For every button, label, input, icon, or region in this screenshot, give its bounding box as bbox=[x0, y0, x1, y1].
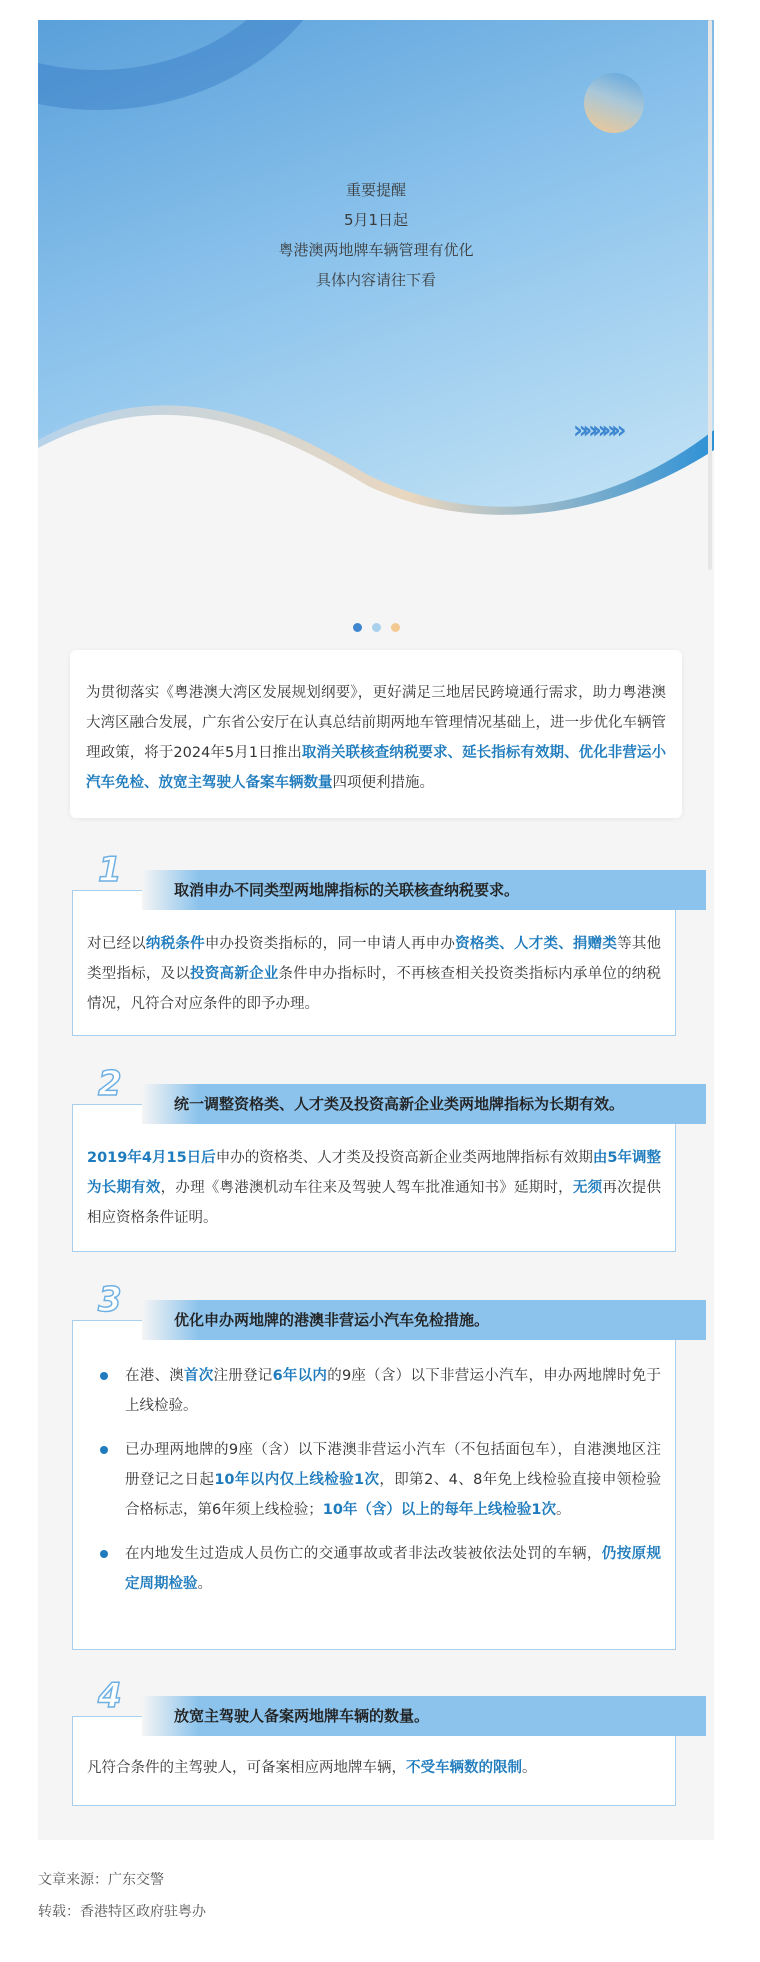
carousel-dot-3[interactable] bbox=[391, 623, 400, 632]
banner-line-2: 5月1日起 bbox=[343, 211, 409, 229]
chevron-arrows-icon: »»»»» bbox=[573, 416, 621, 444]
intro-card bbox=[70, 650, 682, 818]
section-2-number: 2 bbox=[98, 1064, 122, 1104]
scrollbar-track[interactable] bbox=[708, 20, 712, 570]
header-banner bbox=[38, 20, 714, 530]
section-3-bullet-3: 在内地发生过造成人员伤亡的交通事故或者非法改装被依法处罚的车辆，仍按原规定周期检验。 bbox=[87, 1539, 661, 1599]
article-footer bbox=[38, 1864, 206, 1928]
carousel-dot-2[interactable] bbox=[372, 623, 381, 632]
section-3-number: 3 bbox=[98, 1280, 122, 1320]
section-3-bullet-2: 已办理两地牌的9座（含）以下港澳非营运小汽车（不包括面包车），自港澳地区注册登记之日起10年以内仅上线检验1次，即第2、4、8年免上线检验直接申领检验合格标志，第6年须上线检验；10年（含）以上的每年上线检验1次。 bbox=[87, 1435, 661, 1525]
intro-text: 为贯彻落实《粤港澳大湾区发展规划纲要》，更好满足三地居民跨境通行需求，助力粤港澳大湾区融合发展，广东省公安厅在认真总结前期两地车管理情况基础上，进一步优化车辆管理政策，将于2024年5月1日推出 bbox=[86, 685, 666, 761]
source-credit: 文章来源：广东交警 bbox=[38, 1872, 164, 1888]
carousel-indicator bbox=[38, 623, 714, 632]
repost-credit: 转载：香港特区政府驻粤办 bbox=[38, 1904, 206, 1920]
carousel-dot-1[interactable] bbox=[353, 623, 362, 632]
article-card bbox=[38, 20, 714, 1840]
banner-line-3: 粤港澳两地牌车辆管理有优化 bbox=[278, 241, 474, 259]
section-3-bullet-1: 在港、澳首次注册登记6年以内的9座（含）以下非营运小汽车，申办两地牌时免于上线检验。 bbox=[87, 1361, 661, 1421]
section-3-header bbox=[142, 1300, 706, 1340]
intro-text-end: 四项便利措施。 bbox=[332, 775, 434, 791]
section-1-box bbox=[72, 890, 676, 1036]
intro-highlight: 取消关联核查纳税要求、延长指标有效期、优化非营运小汽车免检、放宽主驾驶人备案车辆数量 bbox=[86, 745, 666, 791]
section-3-title: 优化申办两地牌的港澳非营运小汽车免检措施。 bbox=[174, 1311, 490, 1329]
intro-paragraph bbox=[70, 650, 682, 798]
banner-line-4: 具体内容请往下看 bbox=[315, 271, 436, 289]
section-2-title: 统一调整资格类、人才类及投资高新企业类两地牌指标为长期有效。 bbox=[174, 1095, 625, 1113]
banner-line-1: 重要提醒 bbox=[345, 181, 406, 199]
section-2-box bbox=[72, 1104, 676, 1252]
section-4-header bbox=[142, 1696, 706, 1736]
section-1-number: 1 bbox=[98, 850, 122, 890]
section-2-body: 2019年4月15日后申办的资格类、人才类及投资高新企业类两地牌指标有效期由5年调整为长期有效，办理《粤港澳机动车往来及驾驶人驾车批准通知书》延期时，无须再次提供相应资格条件证明。 bbox=[87, 1150, 662, 1226]
section-4-number: 4 bbox=[98, 1676, 122, 1716]
section-1-body: 对已经以纳税条件申办投资类指标的，同一申请人再申办资格类、人才类、捐赠类等其他类型指标，及以投资高新企业条件申办指标时，不再核查相关投资类指标内承单位的纳税情况，凡符合对应条件的即予办理。 bbox=[87, 936, 662, 1012]
section-4-title: 放宽主驾驶人备案两地牌车辆的数量。 bbox=[174, 1707, 430, 1725]
section-1-title: 取消申办不同类型两地牌指标的关联核查纳税要求。 bbox=[174, 881, 520, 899]
section-2-header bbox=[142, 1084, 706, 1124]
section-4-body: 凡符合条件的主驾驶人，可备案相应两地牌车辆，不受车辆数的限制。 bbox=[87, 1760, 537, 1776]
banner-wave bbox=[38, 20, 714, 530]
section-3-box bbox=[72, 1320, 676, 1650]
section-1-header bbox=[142, 870, 706, 910]
